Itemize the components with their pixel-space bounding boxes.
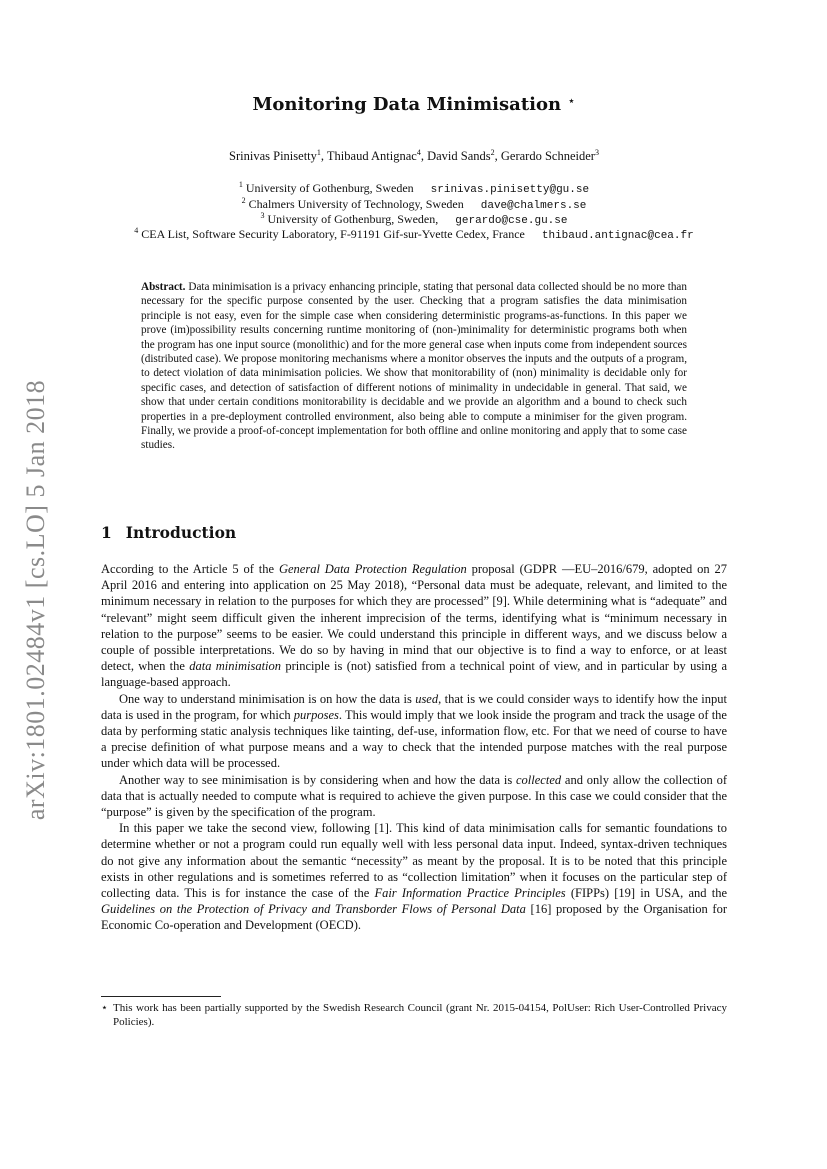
- author-name: David Sands: [427, 149, 491, 164]
- affiliation-line: [80, 180, 748, 196]
- paragraph: [101, 772, 727, 821]
- paragraph-text: In this paper we take the second view, following [1]. This kind of data minimisation calls for semantic foundations to determine whether or not a program could run equally well with less personal data input. Indeed, syntax-driven techniques do not give any information about the semantic “necessity” as meant by the proposal. It is to be noted that this principle exists in other regulations and is sometimes referred to as “collection limitation” when it focuses on the particular step of collecting data. This is for instance the case of the: [101, 821, 727, 901]
- emphasis-text: collected: [516, 772, 562, 787]
- affiliation-line: [80, 211, 748, 227]
- author-name: Srinivas Pinisetty: [229, 149, 317, 164]
- affiliation-email: srinivas.pinisetty@gu.se: [430, 184, 590, 196]
- paragraph-text: (FIPPs) [19] in USA, and the: [565, 886, 727, 901]
- footnote: [101, 1001, 727, 1029]
- affiliation-number: 2: [241, 196, 246, 205]
- paragraph-text: principle is (not) satisfied from a technical point of view, and in particular by using a language-based approach.: [101, 659, 727, 690]
- author-affiliation-mark: 3: [594, 148, 599, 157]
- section-number: 1: [101, 523, 112, 542]
- emphasis-text: purposes: [293, 707, 339, 722]
- paragraph-text: [16] proposed by the Organisation for Economic Co-operation and Development (OECD).: [101, 902, 728, 933]
- affiliation-text: University of Gothenburg, Sweden,: [267, 212, 439, 226]
- author-list: Srinivas Pinisetty$^1$, Thibaud Antignac$^4$, David Sands$^2$, Gerardo Schneider$^3$: [229, 148, 599, 164]
- affiliation-text: CEA List, Software Security Laboratory, F-91191 Gif-sur-Yvette Cedex, France: [141, 227, 525, 241]
- paragraph-text: . This would imply that we look inside the program and track the usage of the data by performing static analysis techniques like tainting, def-use, information flow, etc. For that we need of course to have a precise definition of what purpose means and a way to check that the intended purpose matches with the real purpose under which data will be processed.: [101, 707, 727, 771]
- paragraph: [101, 561, 727, 691]
- affiliation-number: 1: [238, 180, 243, 189]
- affiliation-number: 4: [134, 226, 139, 235]
- paragraph: [101, 691, 727, 772]
- arxiv-identifier-stamp: [16, 370, 56, 830]
- emphasis-text: General Data Protection Regulation: [278, 562, 467, 576]
- paper-title: [100, 94, 728, 115]
- abstract-text: Data minimisation is a privacy enhancing principle, stating that personal data collected should be no more than necessary for the specific purpose consented by the user. Checking that a program satisfies the data minimisation principle is not easy, even for the simple case when considering deterministic programs-as-functions. In this paper we prove (im)possibility results concerning runtime monitoring of (non-)minimality for deterministic programs both when the program has one input source (monolithic) and for the more general case when inputs come from independent sources (distributed case). We propose monitoring mechanisms where a monitor observes the inputs and the outputs of a program, to detect violation of data minimisation policies. We show that monitorability of (non) minimality is decidable only for specific cases, and detection of satisfaction of different notions of minimality in undecidable in general. That said, we show that under certain conditions monitorability is decidable and we provide an algorithm and a bound to check such properties in a pre-deployment controlled environment, also being able to compute a minimiser for the given program. Finally, we provide a proof-of-concept implementation for both offline and online monitoring and apply that to some case studies.: [141, 281, 687, 452]
- author-name: Gerardo Schneider: [500, 149, 595, 164]
- author-affiliation-mark: 1: [316, 148, 321, 157]
- abstract-label: Abstract.: [141, 281, 186, 293]
- affiliation-text: Chalmers University of Technology, Sweden: [248, 197, 464, 211]
- paragraph-text: According to the Article 5 of the: [101, 562, 279, 576]
- section-title: Introduction: [125, 523, 237, 542]
- affiliation-email: gerardo@cse.gu.se: [455, 215, 568, 227]
- emphasis-text: Guidelines on the Protection of Privacy and Transborder Flows of Personal Data: [101, 902, 526, 917]
- author-affiliation-mark: 2: [490, 148, 495, 157]
- footnote-mark: ⋆: [101, 1002, 108, 1014]
- emphasis-text: used: [415, 691, 439, 706]
- paper-title-text: Monitoring Data Minimisation: [252, 94, 562, 115]
- affiliation-email: thibaud.antignac@cea.fr: [541, 230, 694, 242]
- footnote-divider: [101, 996, 221, 997]
- abstract: [141, 280, 687, 453]
- affiliation-line: [80, 226, 748, 242]
- paragraph-text: , that is we could consider ways to identify how the input data is used in the program, for which: [101, 691, 727, 722]
- paragraph-text: and only allow the collection of data that is actually needed to compute what is required to achieve the given purpose. In this case we could consider that the “purpose” is given by the specification of the program.: [101, 772, 727, 820]
- arxiv-identifier-text: arXiv:1801.02484v1 [cs.LO] 5 Jan 2018: [21, 379, 50, 821]
- paragraph-text: proposal (GDPR —EU–2016/679, adopted on 27 April 2016 and entering into application on 25 May 2018), “Personal data must be adequate, relevant, and limited to the minimum necessary in relation to the purposes for which they are processed” [9]. While determining what is “adequate” and “relevant” might seem difficult given the inherent imprecision of the terms, identifying what is “minimum necessary in relation to the purpose” seems to be easier. We could understand this principle in different ways, and we discuss below a couple of possible interpretations. We do so by having in mind that our objective is to find a way to enforce, or at least detect, when the: [101, 562, 727, 674]
- affiliation-number: 3: [260, 211, 265, 220]
- paragraph-text: Another way to see minimisation is by considering when and how the data is: [119, 772, 516, 787]
- affiliation-email: dave@chalmers.se: [480, 200, 587, 212]
- body-text: [101, 561, 727, 934]
- emphasis-text: Fair Information Practice Principles: [374, 886, 566, 901]
- title-footnote-mark: ⋆: [567, 94, 576, 109]
- paragraph-text: One way to understand minimisation is on how the data is: [119, 691, 416, 706]
- section-heading: [101, 523, 236, 542]
- paragraph: [101, 820, 727, 933]
- author-affiliation-mark: 4: [416, 148, 421, 157]
- affiliation-text: University of Gothenburg, Sweden: [245, 181, 414, 195]
- affiliation-line: [80, 196, 748, 212]
- footnote-text: This work has been partially supported by the Swedish Research Council (grant Nr. 2015-04154, PolUser: Rich User-Controlled Privacy Policies).: [113, 1002, 727, 1028]
- emphasis-text: data minimisation: [189, 659, 282, 674]
- author-name: Thibaud Antignac: [326, 149, 417, 164]
